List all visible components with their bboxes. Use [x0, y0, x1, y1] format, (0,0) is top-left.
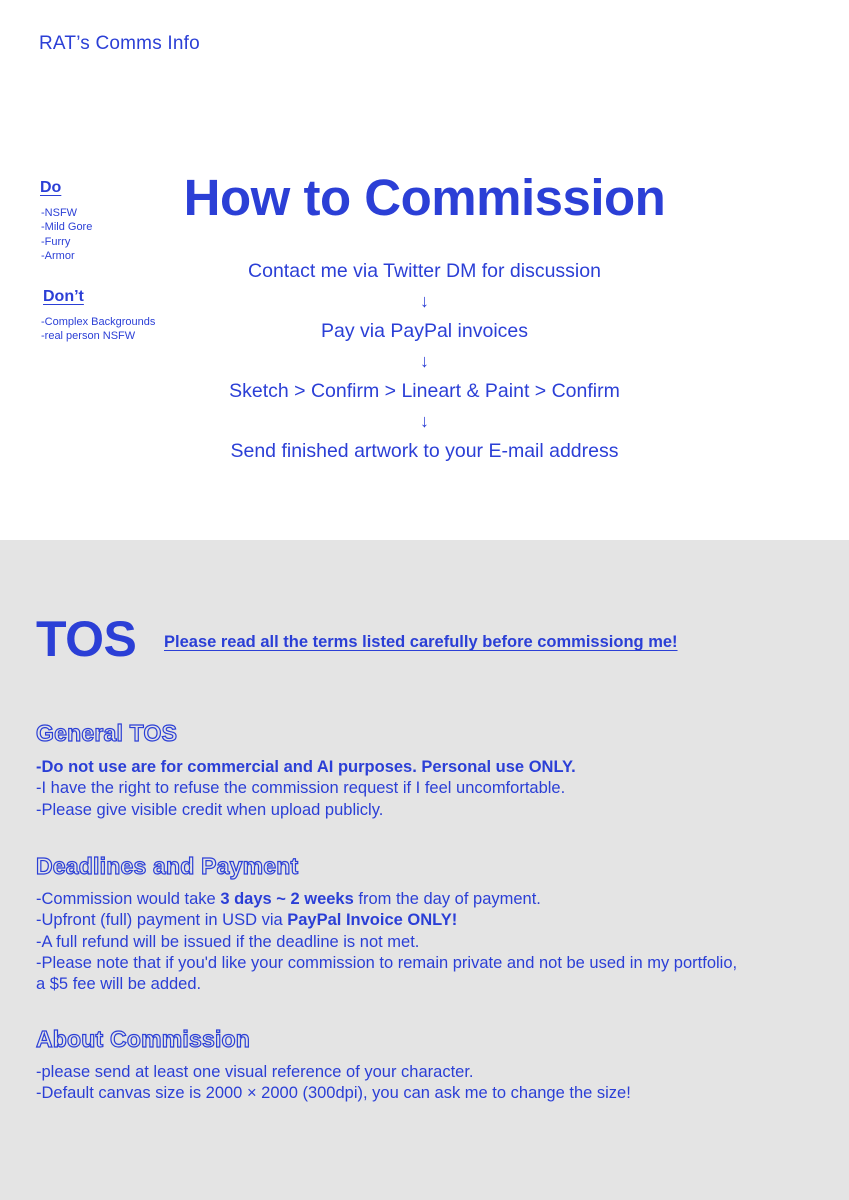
down-arrow-icon: ↓ — [420, 291, 429, 311]
list-item: -NSFW — [41, 207, 78, 219]
list-item: -Default canvas size is 2000 × 2000 (300dpi), you can ask me to change the size! — [36, 1084, 631, 1103]
commission-flow — [0, 256, 849, 466]
about-heading: About Commission — [36, 1026, 251, 1052]
list-item — [36, 910, 737, 931]
list-item: -I have the right to refuse the commission request if I feel uncomfortable. — [36, 779, 566, 798]
how-to-title: How to Commission — [183, 169, 666, 226]
deadlines-heading: Deadlines and Payment — [36, 853, 299, 879]
flow-step: Pay via PayPal invoices — [320, 320, 529, 342]
down-arrow-icon: ↓ — [420, 351, 429, 371]
list-item — [36, 757, 576, 778]
dont-heading: Don’t — [43, 288, 84, 305]
flow-step: Send finished artwork to your E-mail address — [230, 440, 619, 462]
tos-title: TOS — [36, 611, 137, 667]
flow-step: Sketch > Confirm > Lineart & Paint > Confirm — [229, 380, 620, 402]
list-item: a $5 fee will be added. — [36, 975, 202, 994]
do-heading: Do — [40, 179, 62, 196]
bold-text: -Do not use are for commercial and AI purposes. Personal use ONLY. — [36, 758, 576, 776]
tos-note: Please read all the terms listed carefully before commissiong me! — [164, 633, 678, 651]
list-item — [36, 889, 737, 910]
text: from the day of payment. — [353, 890, 541, 908]
list-item: -Mild Gore — [41, 221, 93, 234]
bold-text: 3 days ~ 2 weeks — [220, 890, 354, 908]
about-list — [36, 1062, 631, 1105]
list-item: -A full refund will be issued if the deadline is not met. — [36, 932, 420, 951]
list-item: -Please give visible credit when upload publicly. — [36, 800, 384, 819]
general-tos-list — [36, 757, 576, 821]
list-item: -Please note that if you'd like your commission to remain private and not be used in my portfolio, — [36, 953, 738, 972]
list-item: -Armor — [41, 249, 75, 262]
list-item: -Complex Backgrounds — [41, 316, 156, 328]
flow-step: Contact me via Twitter DM for discussion — [248, 260, 601, 282]
bold-text: PayPal Invoice ONLY! — [287, 911, 458, 930]
down-arrow-icon: ↓ — [420, 411, 429, 431]
text: -Upfront (full) payment in USD via — [36, 911, 288, 930]
list-item: -Furry — [41, 235, 71, 248]
text: -Commission would take — [36, 890, 221, 908]
general-tos-heading: General TOS — [36, 720, 178, 746]
page-title: RAT’s Comms Info — [39, 33, 200, 54]
list-item: -real person NSFW — [41, 330, 136, 343]
deadlines-list — [36, 889, 737, 995]
list-item: -please send at least one visual reference of your character. — [36, 1063, 474, 1081]
